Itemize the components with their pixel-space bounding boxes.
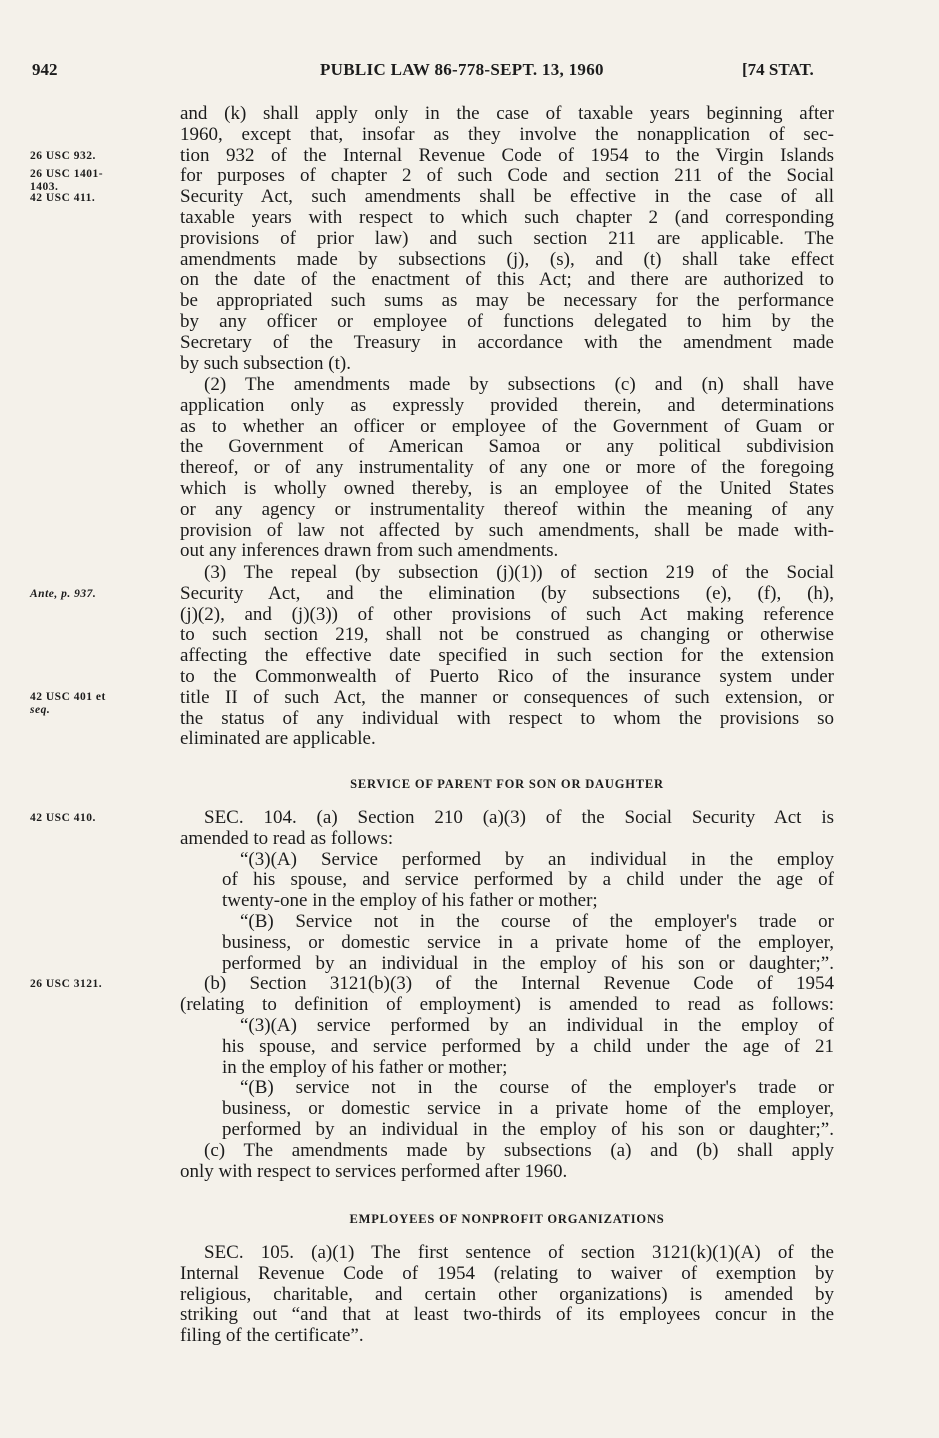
text-line: “(3)(A) Service performed by an individual in the employ <box>240 849 834 870</box>
text-line: provision of law not affected by such amendments, shall be made with- <box>180 520 834 541</box>
running-title: PUBLIC LAW 86-778-SEPT. 13, 1960 <box>320 60 604 79</box>
margin-note-line: seq. <box>30 704 51 716</box>
text-line: (b) Section 3121(b)(3) of the Internal Revenue Code of 1954 <box>204 974 834 995</box>
paragraph-1-continued <box>180 104 834 374</box>
text-line: of his spouse, and service performed by a child under the age of <box>222 870 834 891</box>
text-line: “(B) service not in the course of the employer's trade or <box>240 1078 834 1099</box>
text-line: taxable years with respect to which such chapter 2 (and corresponding <box>180 207 834 228</box>
text-line: 1960, except that, insofar as they involve the nonapplication of sec- <box>180 124 834 145</box>
text-line: to such section 219, shall not be construed as changing or otherwise <box>180 625 834 646</box>
text-line: for purposes of chapter 2 of such Code and section 211 of the Social <box>180 166 834 187</box>
text-line: (j)(2), and (j)(3)) of other provisions of such Act making reference <box>180 604 834 625</box>
margin-note-ante <box>30 588 170 601</box>
section-104 <box>180 808 834 1182</box>
margin-note-line: 26 USC 1401- <box>30 168 104 180</box>
text-line: the Government of American Samoa or any political subdivision <box>180 437 834 458</box>
text-line: in the employ of his father or mother; <box>222 1057 508 1078</box>
text-line: the status of any individual with respect to whom the provisions so <box>180 708 834 729</box>
margin-note-26-usc-1401 <box>30 168 170 194</box>
text-line: by such subsection (t). <box>180 353 351 374</box>
text-line: title II of such Act, the manner or consequences of such extension, or <box>180 687 834 708</box>
text-line: out any inferences drawn from such amendments. <box>180 541 559 562</box>
text-line: application only as expressly provided therein, and determinations <box>180 395 834 416</box>
page-header <box>32 60 842 90</box>
section-heading-service-of-parent: SERVICE OF PARENT FOR SON OR DAUGHTER <box>350 777 664 791</box>
text-line: Secretary of the Treasury in accordance with the amendment made <box>180 332 834 353</box>
margin-note-26-usc-932: 26 USC 932. <box>30 150 96 162</box>
margin-note-line: 42 USC 401 et <box>30 691 106 703</box>
text-line: eliminated are applicable. <box>180 729 376 750</box>
text-line: as to whether an officer or employee of the Government of Guam or <box>180 416 834 437</box>
statute-reference: [74 STAT. <box>742 60 814 79</box>
text-line: thereof, or of any instrumentality of any one or more of the foregoing <box>180 458 834 479</box>
text-line: (2) The amendments made by subsections (c) and (n) shall have <box>204 375 834 395</box>
text-line: or any agency or instrumentality thereof within the meaning of any <box>180 499 834 520</box>
text-line: business, or domestic service in a private home of the employer, <box>222 932 834 953</box>
text-line: which is wholly owned thereby, is an employee of the United States <box>180 478 834 499</box>
text-line: amended to read as follows: <box>180 828 394 849</box>
text-line: performed by an individual in the employ of his son or daughter;”. <box>222 953 834 974</box>
paragraph-3 <box>180 563 834 750</box>
text-line: (relating to definition of employment) is amended to read as follows: <box>180 995 834 1016</box>
text-line: striking out “and that at least two-thirds of its employees concur in the <box>180 1305 834 1326</box>
margin-note-42-usc-401 <box>30 691 170 717</box>
text-line: amendments made by subsections (j), (s), and (t) shall take effect <box>180 249 834 270</box>
text-line: (3) The repeal (by subsection (j)(1)) of section 219 of the Social <box>204 563 834 583</box>
text-line: affecting the effective date specified in such section for the extension <box>180 646 834 667</box>
text-line: tion 932 of the Internal Revenue Code of 1954 to the Virgin Islands <box>180 145 834 166</box>
page-number: 942 <box>32 60 58 79</box>
margin-note-42-usc-410: 42 USC 410. <box>30 812 96 824</box>
text-line: be appropriated such sums as may be necessary for the performance <box>180 291 834 312</box>
text-line: “(3)(A) service performed by an individual in the employ of <box>240 1015 834 1036</box>
text-line: only with respect to services performed after 1960. <box>180 1161 568 1182</box>
text-line: Security Act, such amendments shall be effective in the case of all <box>180 187 834 208</box>
text-line: Security Act, and the elimination (by subsections (e), (f), (h), <box>180 583 834 604</box>
text-line: business, or domestic service in a private home of the employer, <box>222 1099 834 1120</box>
section-105 <box>180 1243 834 1347</box>
text-line: religious, charitable, and certain other organizations) is amended by <box>180 1284 834 1305</box>
section-heading-nonprofit: EMPLOYEES OF NONPROFIT ORGANIZATIONS <box>349 1212 665 1226</box>
text-line: SEC. 104. (a) Section 210 (a)(3) of the Social Security Act is <box>204 808 834 828</box>
margin-note-text: Ante, p. 937. <box>30 588 97 600</box>
text-line: Internal Revenue Code of 1954 (relating to waiver of exemption by <box>180 1263 834 1284</box>
text-line: “(B) Service not in the course of the employer's trade or <box>240 911 834 932</box>
text-line: by any officer or employee of functions delegated to him by the <box>180 311 834 332</box>
margin-note-26-usc-3121: 26 USC 3121. <box>30 978 103 990</box>
text-line: provisions of prior law) and such section 211 are applicable. The <box>180 228 834 249</box>
text-line: to the Commonwealth of Puerto Rico of the insurance system under <box>180 666 834 687</box>
text-line: twenty-one in the employ of his father or mother; <box>222 891 598 912</box>
text-line: his spouse, and service performed by a child under the age of 21 <box>222 1036 834 1057</box>
margin-note-line: 1403. <box>30 181 59 193</box>
text-line: filing of the certificate”. <box>180 1326 364 1347</box>
text-line: performed by an individual in the employ of his son or daughter;”. <box>222 1119 834 1140</box>
text-line: SEC. 105. (a)(1) The first sentence of section 3121(k)(1)(A) of the <box>204 1243 834 1263</box>
paragraph-2 <box>180 375 834 562</box>
text-line: on the date of the enactment of this Act; and there are authorized to <box>180 270 834 291</box>
margin-note-42-usc-411: 42 USC 411. <box>30 192 96 204</box>
text-line: (c) The amendments made by subsections (a) and (b) shall apply <box>204 1140 834 1161</box>
text-line: and (k) shall apply only in the case of taxable years beginning after <box>180 104 834 124</box>
